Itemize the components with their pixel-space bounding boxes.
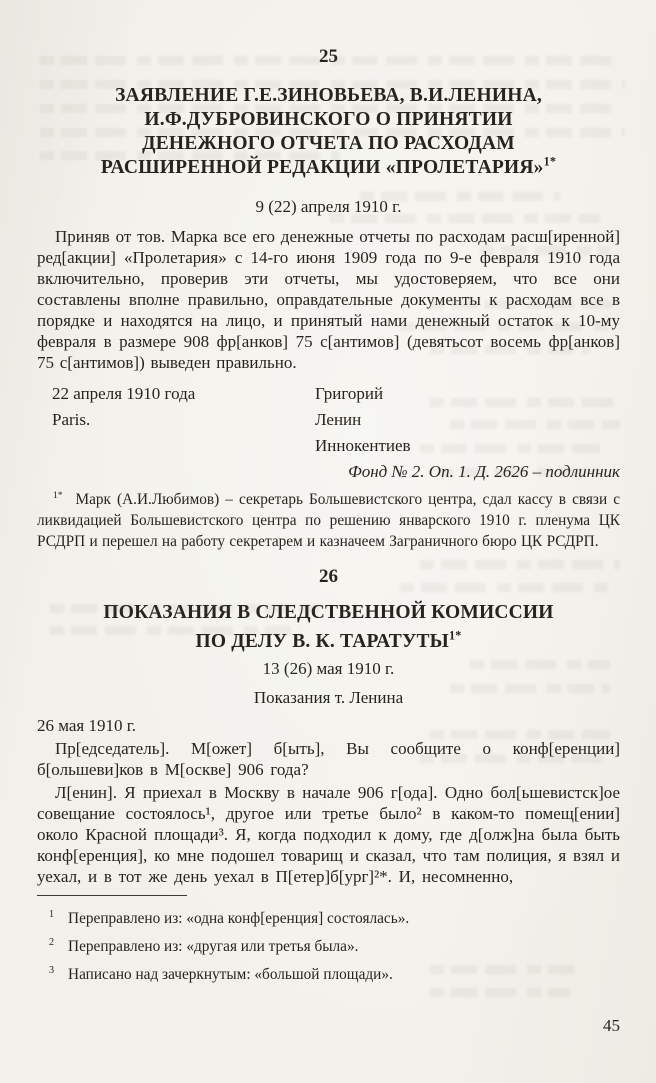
footnote-separator [37, 895, 187, 896]
dialogue-paragraph: Пр[едседатель]. М[ожет] б[ыть], Вы сообщите о конф[еренции] б[ольшеви]ков в М[оскве] 906 года? [37, 739, 620, 779]
footnote-item [37, 959, 620, 987]
bleedthrough-ghost-line [430, 988, 570, 997]
footnote-reference: 1* [449, 628, 462, 643]
signature-name: Григорий [315, 384, 384, 403]
document-25-footnote [37, 489, 620, 552]
document-26-subtitle: Показания т. Ленина [253, 688, 404, 707]
document-25-date: 9 (22) апреля 1910 г. [255, 197, 402, 216]
title-line: ЗАЯВЛЕНИЕ Г.Е.ЗИНОВЬЕВА, В.И.ЛЕНИНА, [115, 85, 542, 106]
page-number: 45 [603, 1016, 620, 1035]
footnote-marker: 1* [53, 490, 63, 501]
footnote-marker: 3 [49, 965, 55, 977]
signature-date-place [37, 381, 315, 459]
dialogue-paragraph: Л[енин]. Я приехал в Москву в начале 906 г[ода]. Одно бол[ьшевистск]ое совещание состоялось¹, другое или третье было² в каком-то помещ[ении] около Красной площади³. Я, когда подходил к дому, где д[олж]на была быть конф[еренция], ко мне подошел товарищ и сказал, что там полиция, я взял и уехал, и в тот же день уехал в П[етер]б[ург]²*. И, несомненно, [37, 783, 620, 886]
footnote-item [37, 931, 620, 959]
footnote-item [37, 903, 620, 931]
footnote-text: Написано над зачеркнутым: «большой площади». [68, 966, 393, 984]
title-line: ДЕНЕЖНОГО ОТЧЕТА ПО РАСХОДАМ [142, 133, 515, 154]
document-25-number: 25 [319, 46, 338, 67]
footnote-text: Переправлено из: «одна конф[еренция] состоялась». [68, 910, 410, 928]
title-line-text: ПО ДЕЛУ В. К. ТАРАТУТЫ [195, 631, 450, 652]
footnote-text: Марк (А.И.Любимов) – секретарь Большевистского центра, сдал кассу в связи с ликвидацией Большевистского центра по решению январского 1910 г. пленума ЦК РСДРП и перешел на работу секретарем и казначеем Заграничного бюро ЦК РСДРП. [37, 491, 620, 550]
title-line [37, 156, 620, 180]
title-line: ПОКАЗАНИЯ В СЛЕДСТВЕННОЙ КОМИССИИ [103, 602, 554, 623]
document-26-number: 26 [319, 566, 338, 587]
title-line [37, 627, 620, 656]
footnote-marker: 1 [49, 909, 55, 920]
title-line-text: РАСШИРЕННОЙ РЕДАКЦИИ «ПРОЛЕТАРИЯ» [100, 157, 544, 178]
signature-block [37, 381, 620, 459]
testimony-date: 26 мая 1910 г. [37, 716, 137, 735]
document-26-date: 13 (26) мая 1910 г. [262, 659, 395, 678]
footnote-marker: 2 [49, 937, 55, 949]
signature-date: 22 апреля 1910 года [52, 384, 196, 403]
signature-name: Иннокентиев [315, 436, 411, 455]
title-line: И.Ф.ДУБРОВИНСКОГО О ПРИНЯТИИ [144, 109, 513, 130]
archive-reference: Фонд № 2. Оп. 1. Д. 2626 – подлинник [348, 462, 620, 481]
signature-place: Paris. [52, 410, 91, 429]
signature-name: Ленин [315, 410, 362, 429]
footnote-reference: 1* [543, 154, 557, 169]
signature-names [315, 381, 620, 459]
footnote-list [37, 903, 620, 987]
document-26-title [37, 598, 620, 656]
footnote-text: Переправлено из: «другая или третья была». [68, 938, 359, 956]
document-25-body: Приняв от тов. Марка все его денежные отчеты по расходам расш[иренной] ред[акции] «Пролетария» с 14-го июня 1909 года по 9-е февраля 1910 года включительно, проверив эти отчеты, мы удостоверяем, что все они составлены вполне правильно, оправдательные документы к расходам все в порядке и находятся на лицо, и принятый нами денежный остаток к 10-му февраля в размере 908 фр[анков] 75 с[антимов] (девятьсот восемь фр[анков] 75 с[антимов]) выведен правильно. [37, 227, 620, 372]
document-25-title [37, 84, 620, 180]
